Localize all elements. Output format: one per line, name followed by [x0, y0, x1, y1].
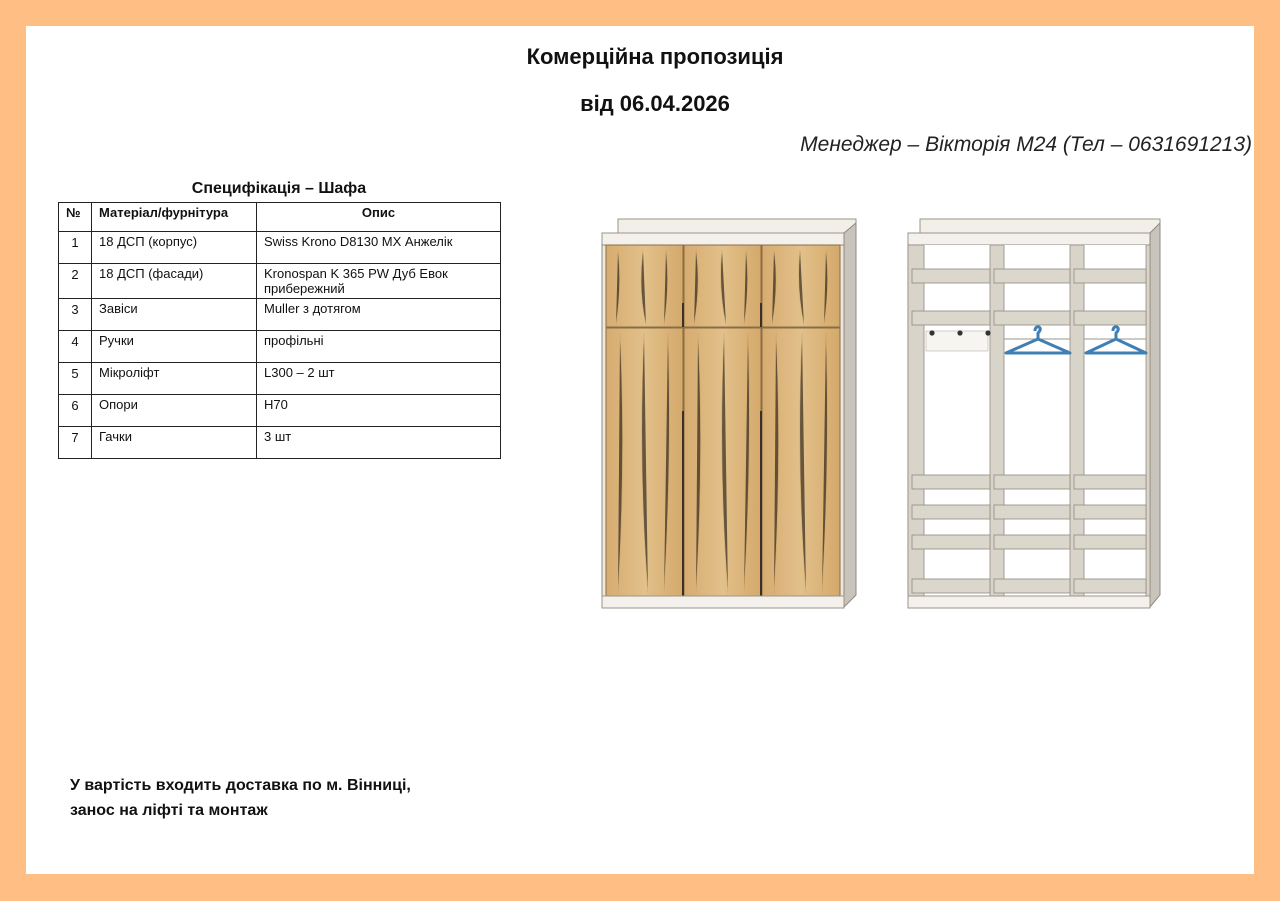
row-description: профільні	[257, 331, 501, 363]
table-row	[59, 331, 501, 363]
delivery-note-line: У вартість входить доставка по м. Вінниці,	[70, 777, 411, 794]
spec-header-row	[59, 203, 501, 232]
row-number: 7	[59, 427, 92, 459]
row-number: 3	[59, 299, 92, 331]
delivery-note	[70, 773, 411, 823]
hook-rail	[926, 331, 988, 351]
handle	[682, 411, 684, 596]
side-panel	[844, 223, 856, 607]
table-row	[59, 232, 501, 264]
row-description: Muller з дотягом	[257, 299, 501, 331]
table-row	[59, 395, 501, 427]
row-description: H70	[257, 395, 501, 427]
offer-date: від 06.04.2026	[580, 91, 730, 116]
row-material: Ручки	[92, 331, 257, 363]
wardrobe-open-drawing	[904, 215, 1168, 613]
handle	[760, 411, 762, 596]
page-title: Комерційна пропозиція	[526, 44, 784, 69]
row-material: Опори	[92, 395, 257, 427]
col-material: Матеріал/фурнітура	[92, 203, 257, 232]
row-number: 5	[59, 363, 92, 395]
row-material: 18 ДСП (фасади)	[92, 264, 257, 299]
table-row	[59, 363, 501, 395]
row-number: 2	[59, 264, 92, 299]
row-description: Kronospan K 365 PW Дуб Евок прибережний	[257, 264, 501, 299]
delivery-note-line: занос на ліфті та монтаж	[70, 802, 268, 819]
wardrobe-closed-drawing	[598, 215, 862, 613]
table-row	[59, 299, 501, 331]
table-row	[59, 264, 501, 299]
row-material: Гачки	[92, 427, 257, 459]
col-number: №	[59, 203, 92, 232]
row-number: 4	[59, 331, 92, 363]
plinth	[908, 596, 1150, 608]
side-panel	[1150, 223, 1160, 607]
top-panel	[908, 233, 1150, 245]
manager-contact: Менеджер – Вікторія М24 (Тел – 0631691213)	[800, 133, 1252, 156]
partition	[1146, 245, 1150, 597]
row-description: 3 шт	[257, 427, 501, 459]
row-material: Завіси	[92, 299, 257, 331]
plinth	[602, 596, 844, 608]
table-row	[59, 427, 501, 459]
row-number: 6	[59, 395, 92, 427]
row-description: L300 – 2 шт	[257, 363, 501, 395]
spec-title: Специфікація – Шафа	[191, 180, 367, 197]
row-number: 1	[59, 232, 92, 264]
row-material: Мікроліфт	[92, 363, 257, 395]
spec-table	[58, 202, 501, 459]
top-panel	[602, 233, 844, 245]
row-description: Swiss Krono D8130 MX Анжелік	[257, 232, 501, 264]
row-material: 18 ДСП (корпус)	[92, 232, 257, 264]
handle	[682, 303, 684, 327]
handle	[760, 303, 762, 327]
col-description: Опис	[257, 203, 501, 232]
